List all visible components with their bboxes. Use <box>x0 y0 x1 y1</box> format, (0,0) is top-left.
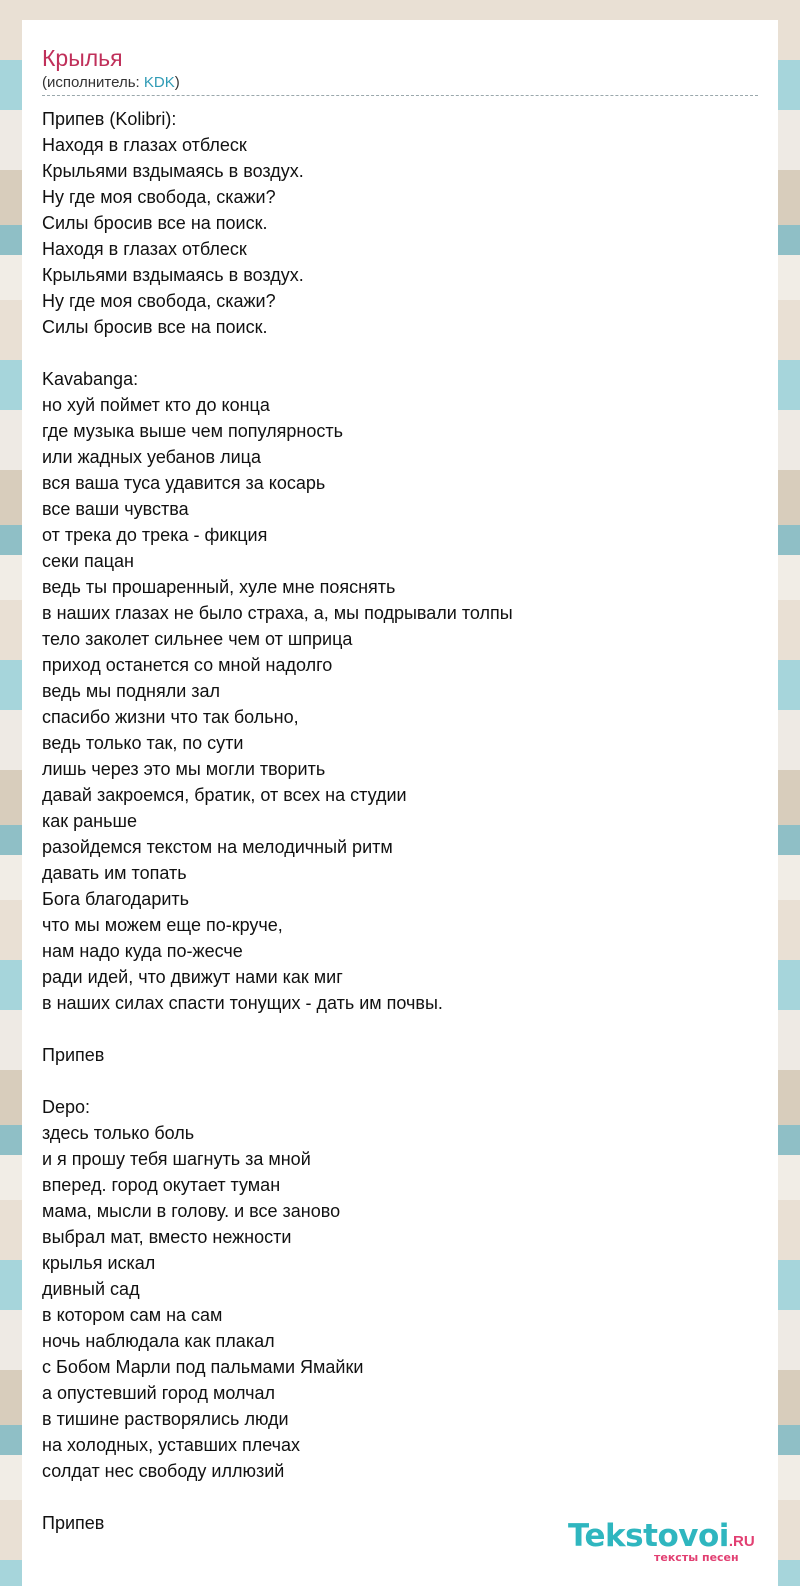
lyric-line: ночь наблюдала как плакал <box>42 1331 275 1351</box>
artist-line <box>42 74 758 92</box>
lyric-line: дивный сад <box>42 1279 140 1299</box>
lyric-line <box>42 1068 758 1094</box>
lyrics-text <box>42 106 758 1536</box>
logo-tagline: тексты песен <box>654 1551 739 1564</box>
lyric-line: вперед. город окутает туман <box>42 1175 281 1195</box>
lyric-line: здесь только боль <box>42 1123 195 1143</box>
lyric-line: приход останется со мной надолго <box>42 655 333 675</box>
lyric-line: Ну где моя свобода, скажи? <box>42 187 276 207</box>
lyric-line: в наших силах спасти тонущих - дать им почвы. <box>42 993 443 1013</box>
lyric-line: Крыльями вздымаясь в воздух. <box>42 161 304 181</box>
artist-suffix: ) <box>174 74 180 91</box>
divider <box>42 95 758 96</box>
lyric-line: Depo: <box>42 1097 91 1117</box>
lyric-line: секи пацан <box>42 551 134 571</box>
lyric-line: или жадных уебанов лица <box>42 447 261 467</box>
lyric-line: в котором сам на сам <box>42 1305 223 1325</box>
lyric-line: что мы можем еще по-круче, <box>42 915 283 935</box>
lyric-line: солдат нес свободу иллюзий <box>42 1461 285 1481</box>
lyric-line: тело заколет сильнее чем от шприца <box>42 629 353 649</box>
lyric-line: все ваши чувства <box>42 499 189 519</box>
lyric-line: а опустевший город молчал <box>42 1383 276 1403</box>
lyric-line <box>42 340 758 366</box>
lyrics-card <box>22 20 778 1586</box>
lyric-line: ведь ты прошаренный, хуле мне пояснять <box>42 577 396 597</box>
lyric-line: на холодных, уставших плечах <box>42 1435 301 1455</box>
lyric-line: но хуй поймет кто до конца <box>42 395 270 415</box>
logo-name: Tekstovoi <box>568 1518 729 1554</box>
lyric-line: Бога благодарить <box>42 889 190 909</box>
artist-prefix: (исполнитель: <box>42 74 144 91</box>
lyric-line: Припев <box>42 1513 105 1533</box>
lyric-line: крылья искал <box>42 1253 156 1273</box>
lyric-line: давать им топать <box>42 863 187 883</box>
lyric-line <box>42 1484 758 1510</box>
lyric-line: Крыльями вздымаясь в воздух. <box>42 265 304 285</box>
lyric-line: лишь через это мы могли творить <box>42 759 326 779</box>
lyric-line: Силы бросив все на поиск. <box>42 317 268 337</box>
song-title: Крылья <box>42 45 123 71</box>
logo-tld: .RU <box>728 1533 755 1550</box>
lyric-line: Находя в глазах отблеск <box>42 239 247 259</box>
lyric-line: от трека до трека - фикция <box>42 525 268 545</box>
lyric-line: как раньше <box>42 811 137 831</box>
lyric-line: ведь только так, по сути <box>42 733 244 753</box>
artist-link[interactable]: KDK <box>143 74 175 91</box>
lyric-line: мама, мысли в голову. и все заново <box>42 1201 341 1221</box>
lyric-line: Припев <box>42 1045 105 1065</box>
lyric-line: выбрал мат, вместо нежности <box>42 1227 292 1247</box>
lyric-line: ведь мы подняли зал <box>42 681 221 701</box>
lyric-line: Ну где моя свобода, скажи? <box>42 291 276 311</box>
lyric-line: в наших глазах не было страха, а, мы подрывали толпы <box>42 603 513 623</box>
lyric-line: в тишине растворялись люди <box>42 1409 289 1429</box>
lyric-line <box>42 1016 758 1042</box>
lyric-line: разойдемся текстом на мелодичный ритм <box>42 837 393 857</box>
lyric-line: ради идей, что движут нами как миг <box>42 967 343 987</box>
lyric-line: Силы бросив все на поиск. <box>42 213 268 233</box>
lyric-line: нам надо куда по-жесче <box>42 941 243 961</box>
lyric-line: и я прошу тебя шагнуть за мной <box>42 1149 311 1169</box>
lyric-line: где музыка выше чем популярность <box>42 421 343 441</box>
lyric-line: Находя в глазах отблеск <box>42 135 247 155</box>
lyric-line: вся ваша туса удавится за косарь <box>42 473 326 493</box>
lyric-line: Припев (Kolibri): <box>42 109 177 129</box>
lyric-line: с Бобом Марли под пальмами Ямайки <box>42 1357 364 1377</box>
lyric-line: давай закроемся, братик, от всех на студии <box>42 785 407 805</box>
lyric-line: Kavabanga: <box>42 369 139 389</box>
lyric-line: спасибо жизни что так больно, <box>42 707 299 727</box>
site-logo[interactable] <box>568 1518 768 1568</box>
